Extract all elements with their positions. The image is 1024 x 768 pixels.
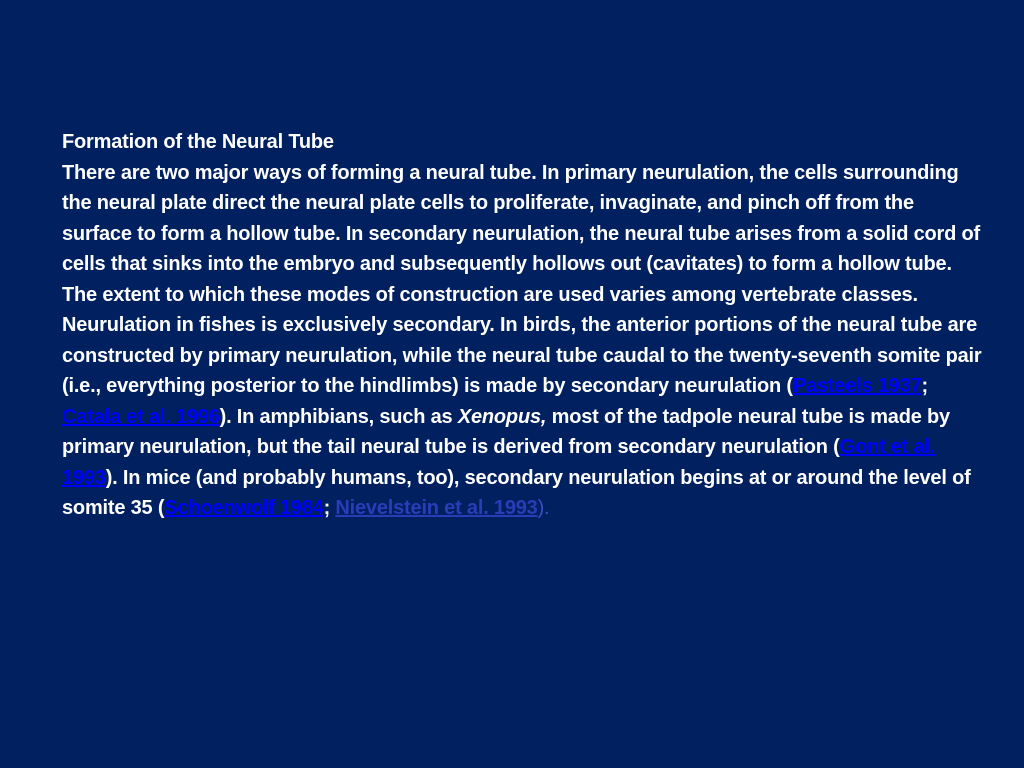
citation-link-nievelstein[interactable]: Nievelstein et al. 1993 xyxy=(335,497,538,519)
species-name-italic: Xenopus, xyxy=(457,405,547,428)
text-separator: ; xyxy=(921,375,928,397)
text-segment: ). In amphibians, such as xyxy=(219,405,458,428)
text-segment: most of the tadpole neural tube is made by primary neurulation, but the tail neural tube is derived from secondary neurulation ( xyxy=(62,405,950,458)
citation-link-pasteels[interactable]: Pasteels 1937 xyxy=(792,375,922,397)
text-separator: ; xyxy=(323,497,336,519)
slide-text-block xyxy=(62,127,982,524)
text-segment: ). In mice (and probably humans, too), secondary neurulation begins at or around the level of somite 35 ( xyxy=(62,466,971,519)
slide-title: Formation of the Neural Tube xyxy=(62,131,334,153)
text-segment-end: ). xyxy=(537,497,550,519)
citation-link-gont[interactable]: Gont et al. 1993 xyxy=(62,436,936,489)
text-segment: There are two major ways of forming a neural tube. In primary neurulation, the cells surrounding the neural plate direct the neural plate cells to proliferate, invaginate, and pinch off from the surface to form a hollow tube. In secondary neurulation, the neural tube arises from a solid cord of cells that sinks into the embryo and subsequently hollows out (cavitates) to form a hollow tube. The extent to which these modes of construction are used varies among vertebrate classes. Neurulation in fishes is exclusively secondary. In birds, the anterior portions of the neural tube are constructed by primary neurulation, while the neural tube caudal to the twenty-seventh somite pair (i.e., everything posterior to the hindlimbs) is made by secondary neurulation ( xyxy=(62,161,982,397)
body-paragraph xyxy=(62,158,982,524)
citation-link-schoenwolf[interactable]: Schoenwolf 1984 xyxy=(164,497,324,519)
citation-link-catala[interactable]: Catala et al. 1996 xyxy=(62,405,220,428)
